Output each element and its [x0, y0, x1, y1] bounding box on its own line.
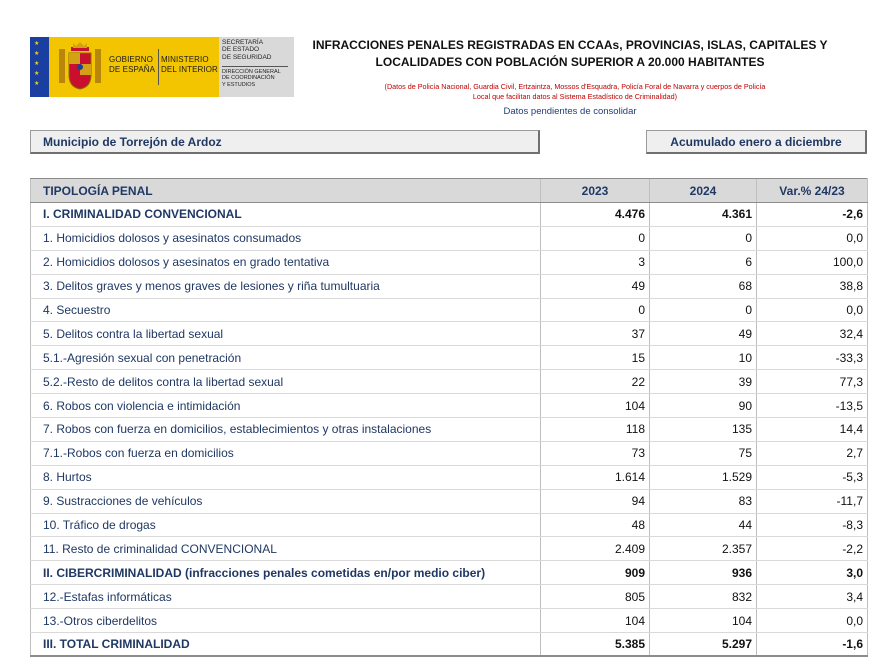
value-2024: 39	[650, 370, 757, 394]
secretaria-label: SECRETARÍA DE ESTADO DE SEGURIDAD	[222, 39, 272, 61]
value-variation: -5,3	[757, 465, 868, 489]
value-2023: 104	[541, 609, 650, 633]
table-row	[31, 226, 868, 250]
table-row	[31, 441, 868, 465]
value-variation: 14,4	[757, 418, 868, 442]
value-2024: 5.297	[650, 633, 757, 657]
value-variation: 3,0	[757, 561, 868, 585]
table-row	[31, 370, 868, 394]
value-2023: 49	[541, 274, 650, 298]
table-row	[31, 203, 868, 227]
value-variation: -2,2	[757, 537, 868, 561]
row-label: 6. Robos con violencia e intimidación	[31, 394, 541, 418]
table-row	[31, 489, 868, 513]
value-2024: 83	[650, 489, 757, 513]
municipality-box: Municipio de Torrejón de Ardoz	[30, 130, 540, 154]
value-2023: 37	[541, 322, 650, 346]
eu-flag-icon: ★ ★ ★ ★ ★	[30, 37, 49, 97]
value-2024: 75	[650, 441, 757, 465]
table-row	[31, 418, 868, 442]
ministerio-label: MINISTERIO DEL INTERIOR	[161, 55, 218, 74]
value-2023: 3	[541, 250, 650, 274]
value-2024: 1.529	[650, 465, 757, 489]
value-2023: 0	[541, 298, 650, 322]
table-row	[31, 465, 868, 489]
value-2023: 805	[541, 585, 650, 609]
value-2023: 2.409	[541, 537, 650, 561]
row-label: 8. Hurtos	[31, 465, 541, 489]
value-2023: 94	[541, 489, 650, 513]
value-2023: 5.385	[541, 633, 650, 657]
row-label: 11. Resto de criminalidad CONVENCIONAL	[31, 537, 541, 561]
value-2024: 0	[650, 298, 757, 322]
table-row	[31, 274, 868, 298]
value-2024: 104	[650, 609, 757, 633]
period-box: Acumulado enero a diciembre	[646, 130, 867, 154]
value-2024: 44	[650, 513, 757, 537]
value-variation: 0,0	[757, 609, 868, 633]
value-2023: 118	[541, 418, 650, 442]
row-label: 3. Delitos graves y menos graves de lesiones y riña tumultuaria	[31, 274, 541, 298]
value-variation: 77,3	[757, 370, 868, 394]
header-2023: 2023	[541, 179, 650, 203]
pending-note: Datos pendientes de consolidar	[503, 106, 637, 117]
value-variation: 2,7	[757, 441, 868, 465]
value-variation: 38,8	[757, 274, 868, 298]
crime-table	[30, 178, 868, 657]
coat-of-arms-icon	[57, 41, 103, 93]
value-2024: 68	[650, 274, 757, 298]
value-variation: 32,4	[757, 322, 868, 346]
value-2023: 1.614	[541, 465, 650, 489]
table-row	[31, 561, 868, 585]
value-variation: -33,3	[757, 346, 868, 370]
government-logo	[30, 37, 294, 97]
row-label: III. TOTAL CRIMINALIDAD	[31, 633, 541, 657]
value-variation: -1,6	[757, 633, 868, 657]
table-row	[31, 585, 868, 609]
value-variation: -2,6	[757, 203, 868, 227]
report-title: INFRACCIONES PENALES REGISTRADAS EN CCAAs, PROVINCIAS, ISLAS, CAPITALES Y LOCALIDADES CON POBLACIÓN SUPERIOR A 20.000 HABITANTES	[312, 38, 828, 69]
header-2024: 2024	[650, 179, 757, 203]
row-label: 4. Secuestro	[31, 298, 541, 322]
table-row	[31, 298, 868, 322]
table-row	[31, 537, 868, 561]
value-2024: 0	[650, 226, 757, 250]
table-row	[31, 394, 868, 418]
table-row	[31, 322, 868, 346]
row-label: 12.-Estafas informáticas	[31, 585, 541, 609]
value-variation: -11,7	[757, 489, 868, 513]
row-label: 7.1.-Robos con fuerza en domicilios	[31, 441, 541, 465]
value-2023: 22	[541, 370, 650, 394]
value-variation: 3,4	[757, 585, 868, 609]
direccion-label: DIRECCIÓN GENERAL DE COORDINACIÓN Y ESTUDIOS	[222, 69, 281, 88]
value-variation: -13,5	[757, 394, 868, 418]
value-2023: 48	[541, 513, 650, 537]
value-variation: 0,0	[757, 298, 868, 322]
row-label: 7. Robos con fuerza en domicilios, establecimientos y otras instalaciones	[31, 418, 541, 442]
table-row	[31, 513, 868, 537]
value-2024: 832	[650, 585, 757, 609]
value-2024: 4.361	[650, 203, 757, 227]
value-variation: 0,0	[757, 226, 868, 250]
gobierno-espana-block	[49, 37, 219, 97]
header-variation: Var.% 24/23	[757, 179, 868, 203]
value-2024: 49	[650, 322, 757, 346]
value-2024: 10	[650, 346, 757, 370]
value-variation: -8,3	[757, 513, 868, 537]
row-label: 5. Delitos contra la libertad sexual	[31, 322, 541, 346]
row-label: 5.1.-Agresión sexual con penetración	[31, 346, 541, 370]
value-2023: 104	[541, 394, 650, 418]
value-2024: 90	[650, 394, 757, 418]
value-2024: 936	[650, 561, 757, 585]
table-row	[31, 609, 868, 633]
gobierno-label: GOBIERNO DE ESPAÑA	[109, 55, 156, 74]
row-label: 13.-Otros ciberdelitos	[31, 609, 541, 633]
row-label: 1. Homicidios dolosos y asesinatos consumados	[31, 226, 541, 250]
value-2024: 6	[650, 250, 757, 274]
table-row	[31, 633, 868, 657]
value-2023: 73	[541, 441, 650, 465]
value-2023: 909	[541, 561, 650, 585]
table-header-row	[31, 179, 868, 203]
row-label: 10. Tráfico de drogas	[31, 513, 541, 537]
row-label: 5.2.-Resto de delitos contra la libertad sexual	[31, 370, 541, 394]
row-label: 2. Homicidios dolosos y asesinatos en grado tentativa	[31, 250, 541, 274]
report-subtitle: (Datos de Policía Nacional, Guardia Civil, Ertzaintza, Mossos d'Esquadra, Policía Foral de Navarra y cuerpos de Policía Local que facilitan datos al Sistema Estadístico de Criminalidad)	[384, 82, 766, 101]
value-2023: 0	[541, 226, 650, 250]
table-row	[31, 346, 868, 370]
value-2024: 135	[650, 418, 757, 442]
row-label: 9. Sustracciones de vehículos	[31, 489, 541, 513]
row-label: I. CRIMINALIDAD CONVENCIONAL	[31, 203, 541, 227]
table-row	[31, 250, 868, 274]
value-2023: 15	[541, 346, 650, 370]
value-2024: 2.357	[650, 537, 757, 561]
secretaria-block	[219, 37, 294, 97]
row-label: II. CIBERCRIMINALIDAD (infracciones penales cometidas en/por medio ciber)	[31, 561, 541, 585]
header-tipologia: TIPOLOGÍA PENAL	[31, 179, 541, 203]
value-variation: 100,0	[757, 250, 868, 274]
value-2023: 4.476	[541, 203, 650, 227]
